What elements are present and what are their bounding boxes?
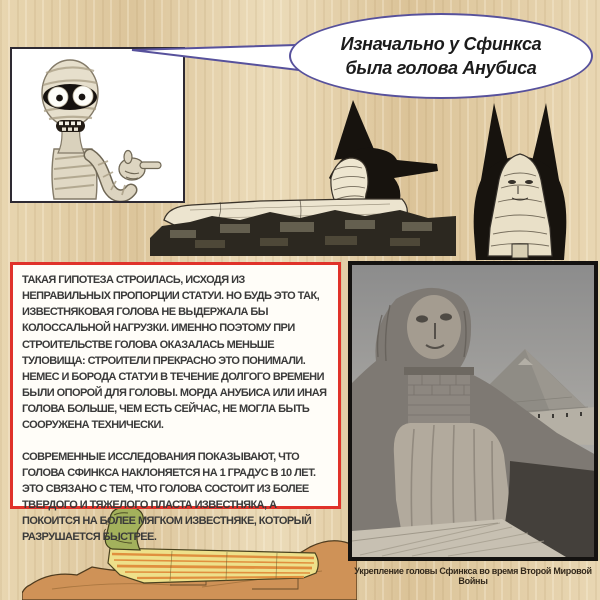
speech-bubble bbox=[289, 13, 593, 99]
paragraph-1: ТАКАЯ ГИПОТЕЗА СТРОИЛАСЬ, ИСХОДЯ ИЗ НЕПРАВИЛЬНЫХ ПРОПОРЦИИ СТАТУИ. НО БУДЬ ЭТО ТАК, ИЗВЕСТНЯКОВАЯ ГОЛОВА НЕ ВЫДЕРЖАЛА БЫ КОЛОССАЛЬНОЙ НАГРУЗКИ. ИМЕННО ПОЭТОМУ ПРИ СТРОИТЕЛЬСТВЕ ГОЛОВА ОКАЗАЛАСЬ МЕНЬШЕ ТУЛОВИЩА: СТРОИТЕЛИ ПРЕКРАСНО ЭТО ПОНИМАЛИ. bbox=[22, 274, 320, 367]
photo-caption: Укрепление головы Сфинкса во время Второй Мировой Войны bbox=[354, 566, 592, 586]
speech-bubble-text-line2: была голова Анубиса bbox=[345, 58, 537, 78]
paragraph-2: НЕМЕС И БОРОДА СТАТУИ В ТЕЧЕНИЕ ДОЛГОГО ВРЕМЕНИ БЫЛИ ОПОРОЙ ДЛЯ ГОЛОВЫ. МОРДА АНУБИСА ИЛИ ИНАЯ ГОЛОВА БОЛЬШЕ, ЧЕМ ЕСТЬ СЕЙЧАС, НЕ МОГЛА БЫТЬ СООРУЖЕНА ТЕХНИЧЕСКИ. bbox=[22, 370, 327, 432]
hypothesis-text-box bbox=[10, 262, 341, 544]
speech-bubble-text-line1: Изначально у Сфинкса bbox=[340, 33, 542, 54]
paragraph-3: СОВРЕМЕННЫЕ ИССЛЕДОВАНИЯ ПОКАЗЫВАЮТ, ЧТО ГОЛОВА СФИНКСА НАКЛОНЯЕТСЯ НА 1 ГРАДУС В 10 ЛЕТ. ЭТО СВЯЗАНО С ТЕМ, ЧТО ГОЛОВА СОСТОИТ ИЗ БОЛЕЕ ТВЕРДОГО И ТЯЖЕЛОГО ПЛАСТА ИЗВЕСТНЯКА, А ПОКОИТСЯ НА БОЛЕЕ МЯГКОМ ИЗВЕСТНЯКЕ, КОТОРЫЙ РАЗРУШАЕТСЯ БЫСТРЕЕ. bbox=[22, 450, 316, 544]
